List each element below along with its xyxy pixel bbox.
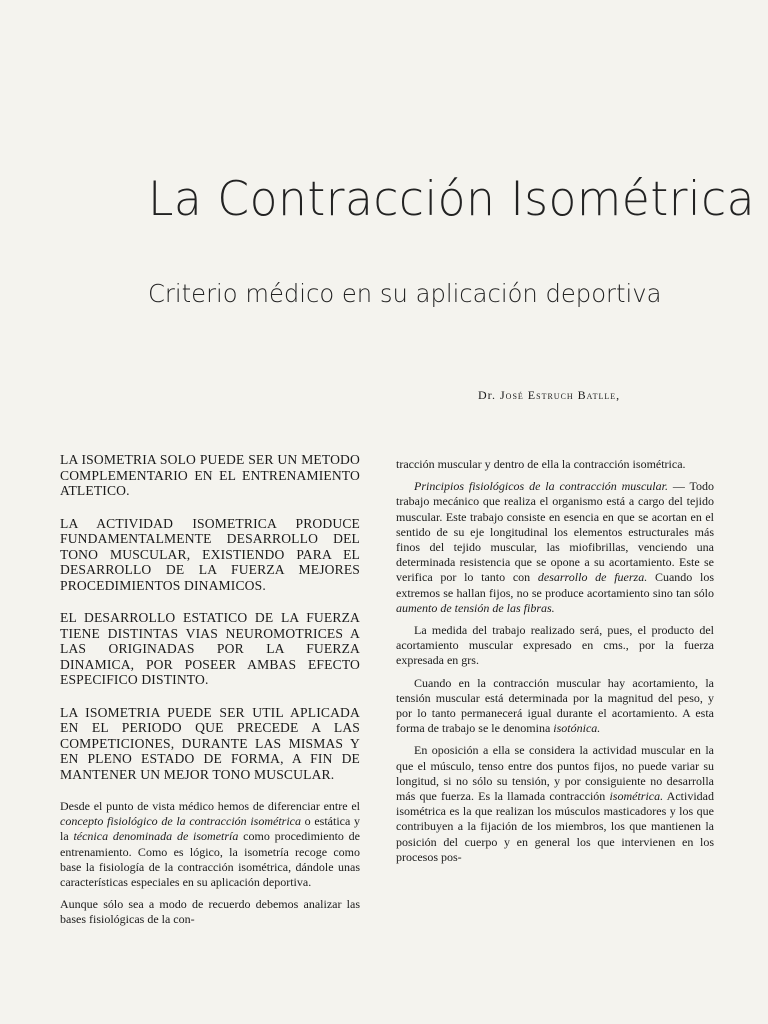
left-column — [60, 452, 360, 935]
italic-run: desarrollo de fuerza. — [537, 570, 648, 585]
summary-point: LA ACTIVIDAD ISOMETRICA PRODUCE FUNDAMENTALMENTE DESARROLLO DEL TONO MUSCULAR, EXISTIENDO PARA EL DESARROLLO DE LA FUERZA MEJORES PROCEDIMIENTOS DINAMICOS. — [60, 515, 360, 593]
author-line — [478, 388, 738, 403]
body-paragraph: La medida del trabajo realizado será, pues, el producto del acortamiento muscular expresado en cms., por la fuerza expresada en grs. — [396, 623, 714, 668]
italic-run: concepto fisiológico de la contracción isométrica — [60, 814, 301, 829]
section-heading: Principios fisiológicos de la contracción muscular. — [414, 479, 668, 494]
italic-run: aumento de tensión de las fibras. — [396, 600, 555, 615]
italic-run: isotónica. — [553, 721, 601, 736]
text-run: En oposición a ella se considera la actividad muscular en la que el músculo, tenso entre dos puntos fijos, no puede variar su longitud, si no sólo su tensión, y por consiguiente no desarrolla más que fuerza. Es la llamada contracción — [396, 743, 714, 804]
body-paragraph — [396, 676, 714, 737]
text-run: como procedimiento de entrenamiento. Como es lógico, la isometría recoge como base la fisiología de la contracción isométrica, dándole unas características especiales en su aplicación deportiva. — [60, 829, 360, 890]
text-run: Cuando en la contracción muscular hay acortamiento, la tensión muscular está determinada por la magnitud del peso, y por lo tanto permanecerá igual durante el acortamiento. A esta forma de trabajo se le denomina — [396, 675, 714, 736]
body-paragraph — [396, 479, 714, 616]
text-run: Actividad isométrica es la que realizan los músculos masticadores y los que contribuyen a la fijación de los miembros, los que mantienen la posición del cuerpo y en general los que intervienen en los procesos pos- — [396, 789, 714, 864]
author-name: José Estruch Batlle, — [500, 388, 621, 402]
italic-run: técnica denominada de isometría — [73, 829, 239, 844]
body-paragraph: tracción muscular y dentro de ella la contracción isométrica. — [396, 457, 686, 471]
text-run: Cuando los extremos se hallan fijos, no se produce acortamiento sino tan sólo — [396, 570, 714, 600]
body-paragraph — [60, 799, 360, 890]
body-paragraph: Aunque sólo sea a modo de recuerdo debemos analizar las bases fisiológicas de la con- — [60, 897, 360, 927]
article-title: La Contracción Isométrica — [148, 172, 756, 227]
left-body-text — [60, 799, 360, 928]
text-run: — Todo trabajo mecánico que realiza el organismo está a cargo del tejido muscular. Este trabajo consiste en esencia en que se acortan en el sentido de su eje longitudinal los elementos estructurales más finos del tejido muscular, las miofibrillas, venciendo una determinada resistencia que se opone a su acortamiento. Este se verifica por lo tanto con — [396, 479, 714, 585]
right-column — [396, 457, 714, 872]
summary-point: EL DESARROLLO ESTATICO DE LA FUERZA TIENE DISTINTAS VIAS NEUROMOTRICES A LAS ORIGINADAS POR LA FUERZA DINAMICA, POR POSEER AMBAS EFECTO ESPECIFICO DISTINTO. — [60, 610, 360, 687]
summary-point: LA ISOMETRIA PUEDE SER UTIL APLICADA EN EL PERIODO QUE PRECEDE A LAS COMPETICIONES, DURANTE LAS MISMAS Y EN PLENO ESTADO DE FORMA, A FIN DE MANTENER UN MEJOR TONO MUSCULAR. — [60, 704, 360, 782]
summary-point: LA ISOMETRIA SOLO PUEDE SER UN METODO COMPLEMENTARIO EN EL ENTRENAMIENTO ATLETICO. — [60, 452, 360, 498]
italic-run: isométrica. — [609, 789, 664, 804]
text-run: o estática y la — [60, 814, 360, 844]
text-run: Desde el punto de vista médico hemos de diferenciar entre el — [60, 799, 360, 813]
article-subtitle: Criterio médico en su aplicación deportiva — [148, 279, 662, 308]
author-prefix: Dr. — [478, 388, 496, 402]
body-paragraph — [396, 743, 714, 865]
